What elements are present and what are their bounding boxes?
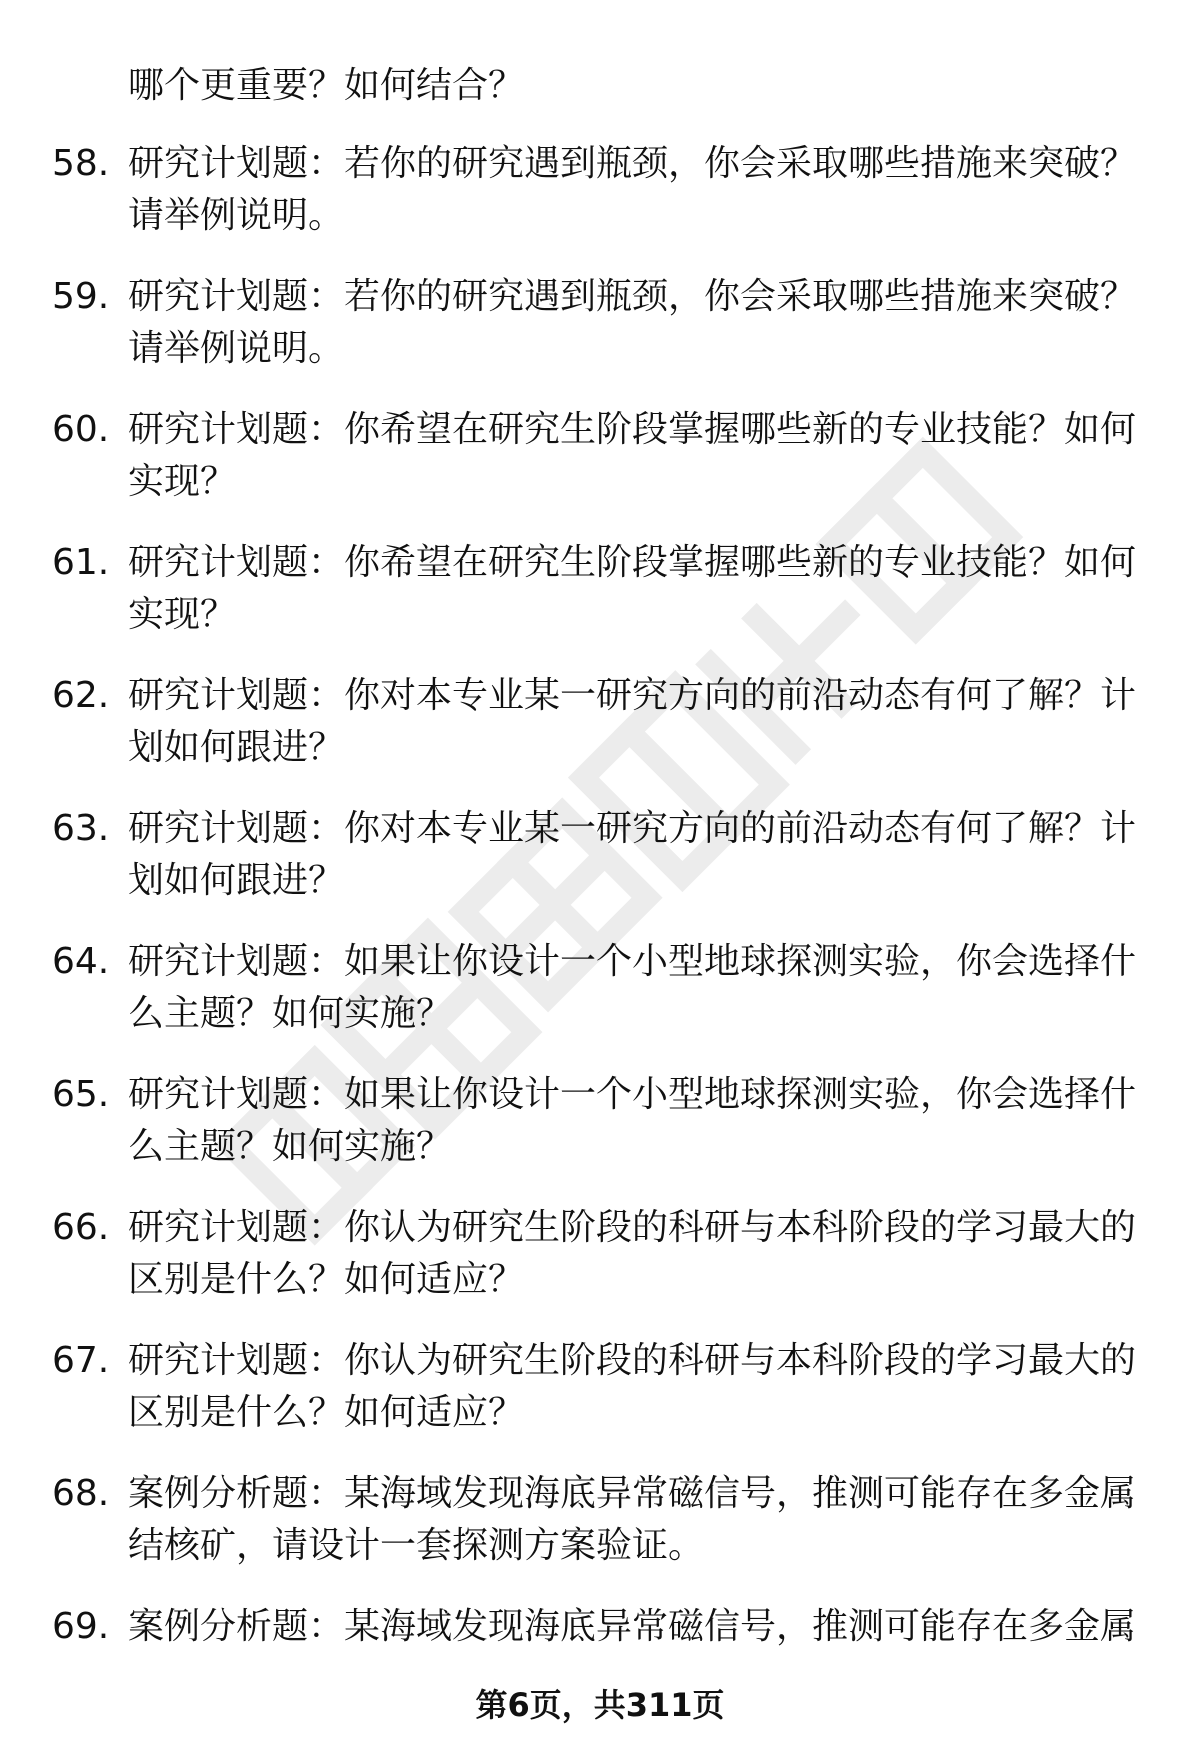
question-text: 研究计划题：你希望在研究生阶段掌握哪些新的专业技能？如何实现？ [128, 542, 1137, 635]
continuation-text: 哪个更重要？如何结合？ [128, 65, 525, 106]
page-footer [0, 1685, 1200, 1725]
question-number: 59. [52, 276, 110, 317]
question-text: 案例分析题：某海域发现海底异常磁信号，推测可能存在多金属 [128, 1606, 1137, 1647]
question-number: 62. [52, 675, 110, 716]
question-number: 67. [52, 1340, 110, 1381]
question-text: 研究计划题：若你的研究遇到瓶颈，你会采取哪些措施来突破？请举例说明。 [128, 143, 1137, 236]
question-item [0, 271, 1200, 404]
question-number: 63. [52, 808, 110, 849]
question-text: 研究计划题：你认为研究生阶段的科研与本科阶段的学习最大的区别是什么？如何适应？ [128, 1207, 1137, 1300]
question-item [0, 537, 1200, 670]
question-text: 研究计划题：你对本专业某一研究方向的前沿动态有何了解？计划如何跟进？ [128, 675, 1137, 768]
question-item [0, 803, 1200, 936]
question-number: 60. [52, 409, 110, 450]
question-number: 64. [52, 941, 110, 982]
question-item [0, 936, 1200, 1069]
question-number: 58. [52, 143, 110, 184]
question-text: 研究计划题：你希望在研究生阶段掌握哪些新的专业技能？如何实现？ [128, 409, 1137, 502]
question-text: 研究计划题：你认为研究生阶段的科研与本科阶段的学习最大的区别是什么？如何适应？ [128, 1340, 1137, 1433]
question-item [0, 1202, 1200, 1335]
question-text: 案例分析题：某海域发现海底异常磁信号，推测可能存在多金属结核矿，请设计一套探测方案验证。 [128, 1473, 1137, 1566]
question-list [0, 138, 1200, 1734]
question-text: 研究计划题：如果让你设计一个小型地球探测实验，你会选择什么主题？如何实施？ [128, 1074, 1137, 1167]
question-number: 69. [52, 1606, 110, 1647]
question-text: 研究计划题：你对本专业某一研究方向的前沿动态有何了解？计划如何跟进？ [128, 808, 1137, 901]
question-item [0, 1335, 1200, 1468]
question-item [0, 138, 1200, 271]
question-number: 66. [52, 1207, 110, 1248]
question-item [0, 1468, 1200, 1601]
question-item [0, 670, 1200, 803]
question-number: 68. [52, 1473, 110, 1514]
question-text: 研究计划题：如果让你设计一个小型地球探测实验，你会选择什么主题？如何实施？ [128, 941, 1137, 1034]
question-text: 研究计划题：若你的研究遇到瓶颈，你会采取哪些措施来突破？请举例说明。 [128, 276, 1137, 369]
question-item [0, 404, 1200, 537]
question-number: 65. [52, 1074, 110, 1115]
page-number-label: 第6页，共311页 [475, 1686, 725, 1724]
question-number: 61. [52, 542, 110, 583]
question-item [0, 1069, 1200, 1202]
